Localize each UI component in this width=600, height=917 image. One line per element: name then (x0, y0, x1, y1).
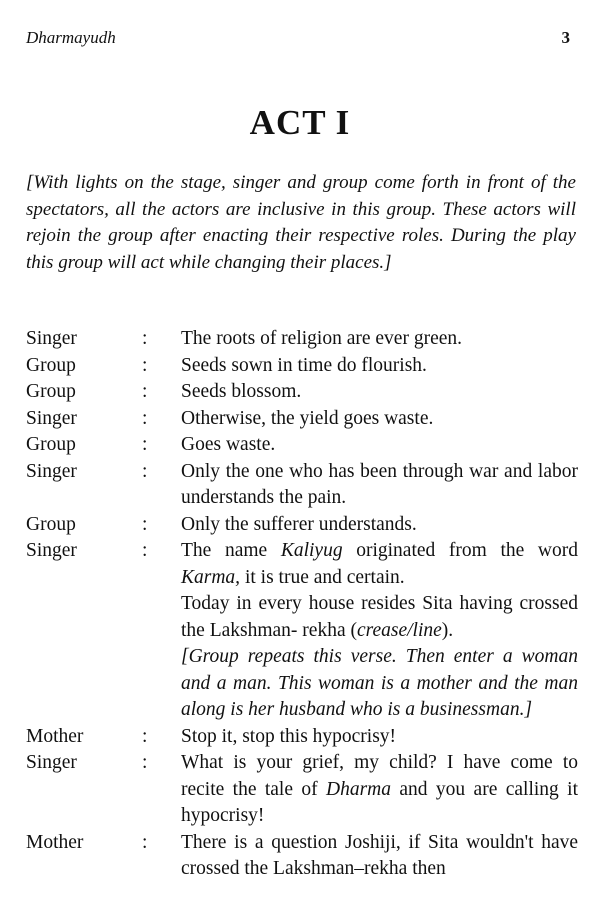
dialogue-row (26, 750, 578, 830)
running-header (26, 28, 570, 52)
dialogue-row (26, 538, 578, 724)
dialogue-line (181, 750, 578, 830)
dialogue (26, 326, 578, 883)
speaker: Singer (26, 540, 77, 561)
dialogue-line: Stop it, stop this hypocrisy! (181, 725, 397, 747)
italic-term: Kaliyug (280, 540, 343, 561)
separator: : (142, 354, 148, 376)
dialogue-row (26, 432, 578, 459)
dialogue-row (26, 406, 578, 433)
separator: : (142, 540, 148, 561)
dialogue-line: There is a question Joshiji, if Sita wouldn't have crossed the Lakshman–rekha then (181, 831, 578, 879)
dialogue-line: Only the sufferer understands. (181, 513, 417, 535)
dialogue-row (26, 459, 578, 512)
separator: : (142, 725, 148, 747)
separator: : (142, 460, 148, 482)
book-title: Dharmayudh (26, 28, 116, 47)
text-run: The name (181, 540, 281, 561)
separator: : (142, 513, 148, 535)
separator: : (142, 407, 148, 429)
verse-line (181, 591, 578, 644)
separator: : (142, 752, 148, 773)
speaker: Mother (26, 725, 84, 747)
dialogue-row (26, 379, 578, 406)
dialogue-line: Seeds blossom. (181, 381, 302, 402)
dialogue-line: Seeds sown in time do flourish. (181, 354, 427, 376)
act-title: ACT I (249, 103, 351, 142)
dialogue-line: Only the one who has been through war and labor understands the pain. (181, 460, 578, 508)
verse-line (181, 538, 578, 591)
dialogue-row (26, 724, 578, 751)
speaker: Singer (26, 328, 77, 349)
separator: : (142, 381, 148, 402)
speaker: Group (26, 354, 76, 376)
text-run: originated from the word (342, 540, 578, 561)
dialogue-line: Goes waste. (181, 434, 276, 455)
speaker: Group (26, 381, 76, 402)
text-run: ). (441, 619, 454, 641)
dialogue-line: The roots of religion are ever green. (181, 328, 462, 349)
dialogue-line (181, 538, 578, 724)
separator: : (142, 328, 148, 349)
separator: : (142, 434, 148, 455)
speaker: Group (26, 513, 76, 535)
text-run: Today in every house resides Sita having crossed the Lakshman- rekha ( (181, 593, 578, 641)
italic-term: Dharma (326, 778, 392, 800)
stage-direction-inline: [Group repeats this verse. Then enter a woman and a man. This woman is a mother and the man along is her husband who is a businessman.] (181, 646, 578, 720)
speaker: Mother (26, 831, 84, 853)
text-run: it is true and certain. (240, 566, 405, 588)
dialogue-line: Otherwise, the yield goes waste. (181, 407, 434, 429)
text-run: What is your grief, my child? I have come to recite the tale of (181, 752, 578, 800)
speaker: Singer (26, 460, 77, 482)
page-number: 3 (561, 28, 570, 47)
dialogue-row (26, 512, 578, 539)
dialogue-row (26, 326, 578, 353)
italic-term: Karma, (181, 566, 241, 588)
stage-direction: [With lights on the stage, singer and group come forth in front of the spectators, all the actors are inclusive in this group. These actors will rejoin the group after enacting their respective roles. During the play this group will act while changing their places.] (26, 172, 576, 273)
speaker: Group (26, 434, 76, 455)
text-run: and you are calling it hypocrisy! (181, 778, 578, 826)
speaker: Singer (26, 752, 77, 773)
dialogue-row (26, 353, 578, 380)
dialogue-row (26, 830, 578, 883)
italic-term: crease/line (356, 619, 442, 641)
separator: : (142, 831, 148, 853)
speaker: Singer (26, 407, 77, 429)
